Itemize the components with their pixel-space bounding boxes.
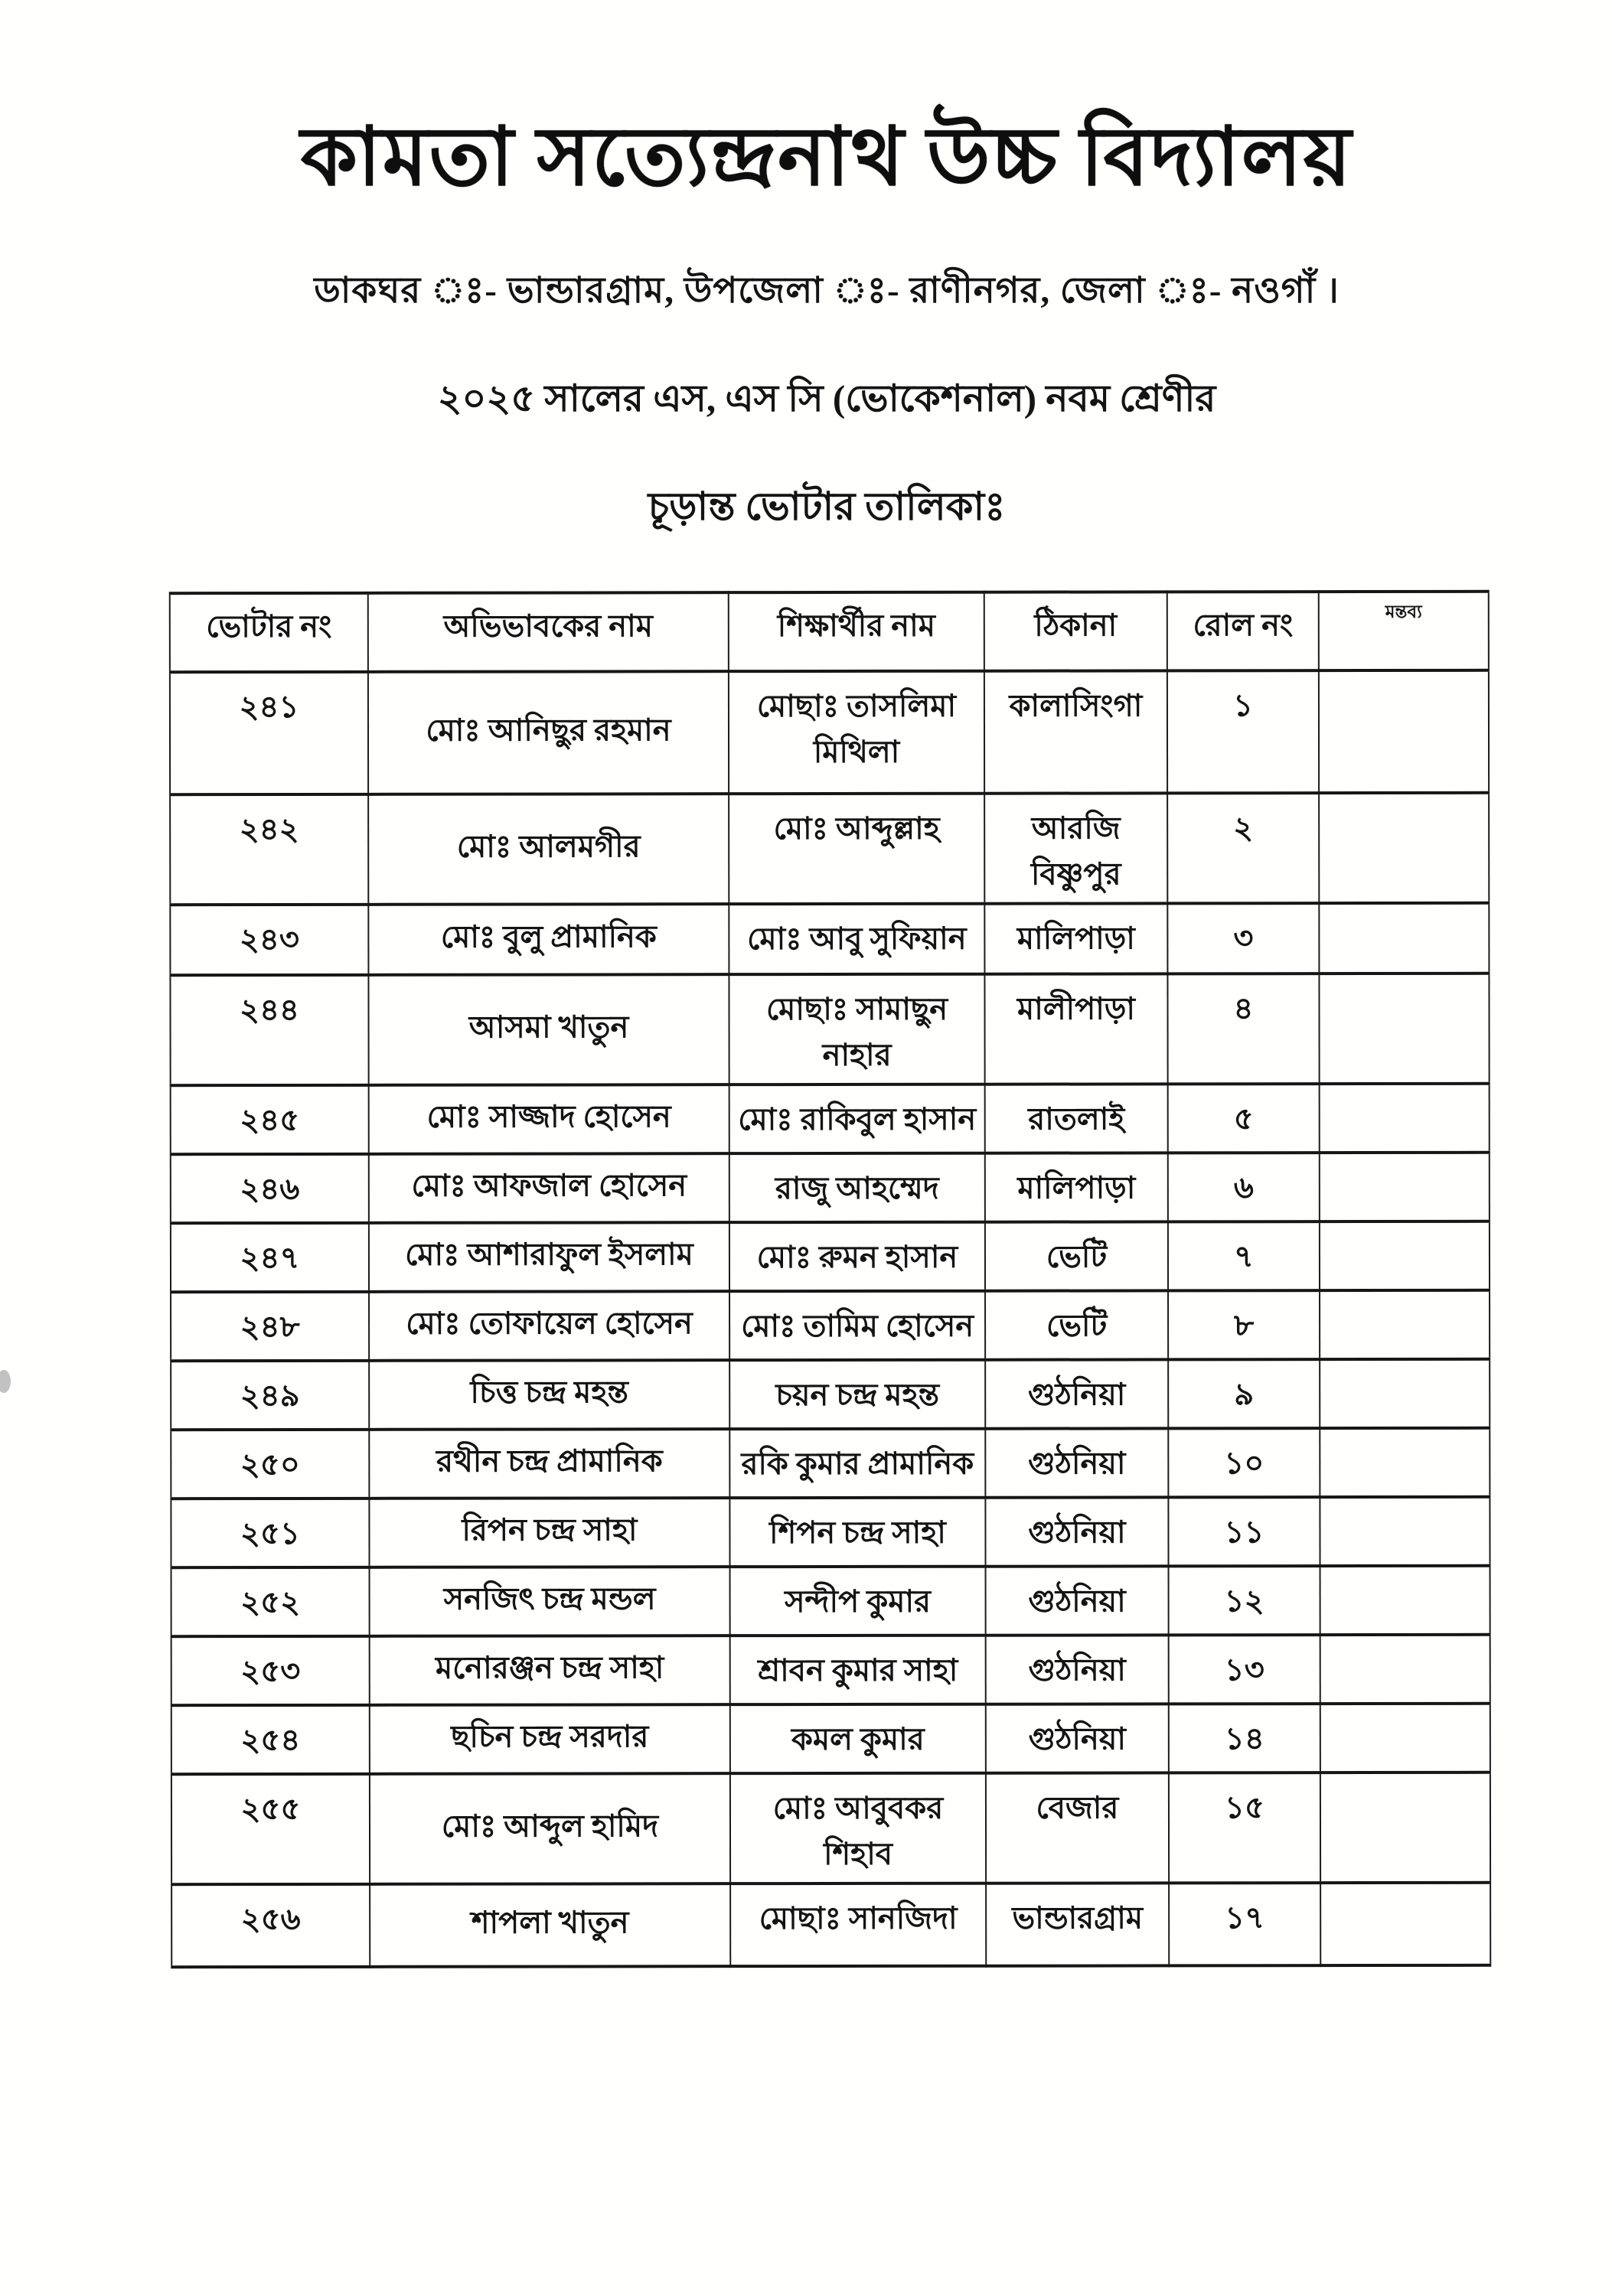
- cell-roll-no: ১৪: [1169, 1704, 1320, 1773]
- cell-remark: [1319, 902, 1489, 973]
- cell-guardian-name: মোঃ আলমগীর: [368, 794, 729, 905]
- cell-voter-no: ২৪৯: [171, 1360, 369, 1429]
- cell-remark: [1319, 670, 1489, 792]
- cell-voter-no: ২৫৩: [171, 1636, 370, 1704]
- cell-remark: [1320, 1496, 1490, 1565]
- cell-address: আরজি বিষ্ণুপুর: [984, 793, 1167, 903]
- cell-address: মালিপাড়া: [985, 1153, 1168, 1221]
- cell-voter-no: ২৫৬: [171, 1883, 370, 1966]
- table-row: [171, 1083, 1490, 1153]
- cell-roll-no: ১: [1167, 670, 1319, 793]
- cell-address: গুঠনিয়া: [985, 1497, 1168, 1566]
- cell-roll-no: ৫: [1168, 1084, 1320, 1153]
- cell-roll-no: ১৩: [1169, 1635, 1320, 1704]
- cell-guardian-name: মোঃ আনিছুর রহমান: [368, 671, 729, 794]
- cell-voter-no: ২৪৮: [171, 1291, 369, 1360]
- table-row: [171, 1358, 1490, 1429]
- cell-roll-no: ৩: [1167, 903, 1319, 974]
- cell-student-name: মোঃ আব্দুল্লাহ: [729, 793, 984, 903]
- cell-guardian-name: সনজিৎ চন্দ্র মন্ডল: [370, 1567, 730, 1636]
- cell-address: রাতলাই: [985, 1084, 1168, 1153]
- table-row: [171, 1496, 1490, 1567]
- cell-voter-no: ২৫৪: [171, 1704, 370, 1773]
- cell-address: কালাসিংগা: [984, 670, 1167, 793]
- cell-guardian-name: আসমা খাতুন: [368, 974, 729, 1085]
- scan-artifact: [0, 1370, 11, 1393]
- table-row: [170, 670, 1489, 794]
- cell-voter-no: ২৪১: [170, 671, 368, 794]
- cell-student-name: মোছাঃ তাসলিমা মিথিলা: [729, 670, 984, 793]
- cell-address: মালিপাড়া: [984, 903, 1167, 974]
- cell-address: ভেটি: [985, 1221, 1168, 1290]
- table-body: [170, 670, 1490, 1966]
- table-row: [170, 902, 1489, 974]
- cell-address: গুঠনিয়া: [985, 1359, 1168, 1428]
- col-header-student: শিক্ষার্থীর নাম: [729, 592, 984, 670]
- cell-voter-no: ২৫০: [171, 1429, 369, 1498]
- voter-list-title: চূড়ান্ত ভোটার তালিকাঃ: [648, 485, 1006, 529]
- cell-guardian-name: শাপলা খাতুন: [370, 1883, 730, 1967]
- cell-student-name: শিপন চন্দ্র সাহা: [729, 1497, 985, 1566]
- cell-voter-no: ২৪৩: [170, 904, 368, 974]
- table-row: [171, 1152, 1490, 1222]
- cell-voter-no: ২৫৫: [171, 1773, 370, 1883]
- table-row: [170, 973, 1489, 1084]
- cell-roll-no: ১০: [1168, 1428, 1320, 1497]
- cell-roll-no: ৬: [1168, 1153, 1320, 1221]
- cell-student-name: সন্দীপ কুমার: [730, 1566, 986, 1635]
- cell-voter-no: ২৪২: [170, 794, 368, 904]
- cell-remark: [1320, 1703, 1490, 1772]
- cell-roll-no: ১৫: [1169, 1773, 1320, 1883]
- cell-guardian-name: মোঃ সাজ্জাদ হোসেন: [369, 1084, 729, 1154]
- cell-guardian-name: মোঃ আশারাফুল ইসলাম: [369, 1222, 729, 1292]
- table-row: [171, 1882, 1490, 1966]
- cell-guardian-name: মনোরঞ্জন চন্দ্র সাহা: [370, 1636, 730, 1705]
- cell-remark: [1320, 1882, 1490, 1965]
- table-row: [171, 1221, 1490, 1291]
- cell-address: গুঠনিয়া: [986, 1635, 1169, 1704]
- cell-remark: [1319, 792, 1489, 902]
- cell-remark: [1320, 1427, 1490, 1496]
- cell-address: মালীপাড়া: [984, 974, 1167, 1084]
- document-content: [153, 0, 1500, 1968]
- cell-roll-no: ২: [1167, 793, 1319, 903]
- cell-voter-no: ২৪৫: [171, 1084, 369, 1153]
- col-header-guardian: অভিভাবকের নাম: [368, 592, 729, 672]
- cell-student-name: চয়ন চন্দ্র মহন্ত: [729, 1359, 985, 1428]
- cell-remark: [1320, 1221, 1490, 1290]
- cell-voter-no: ২৪৬: [171, 1153, 369, 1222]
- cell-voter-no: ২৫২: [171, 1567, 370, 1636]
- cell-student-name: কমল কুমার: [730, 1704, 986, 1773]
- cell-guardian-name: মোঃ তোফায়েল হোসেন: [369, 1291, 729, 1361]
- cell-address: ভেটি: [985, 1290, 1168, 1359]
- cell-student-name: মোঃ আবু সুফিয়ান: [729, 903, 984, 974]
- cell-address: গুঠনিয়া: [985, 1428, 1168, 1497]
- table-row: [171, 1703, 1490, 1773]
- cell-remark: [1320, 1290, 1490, 1358]
- cell-student-name: শ্রাবন কুমার সাহা: [730, 1635, 986, 1704]
- cell-student-name: মোঃ রুমন হাসান: [729, 1221, 985, 1290]
- cell-address: ভান্ডারগ্রাম: [986, 1883, 1169, 1965]
- cell-remark: [1320, 1565, 1490, 1634]
- cell-remark: [1320, 1358, 1490, 1427]
- cell-student-name: রাজু আহম্মেদ: [729, 1153, 985, 1221]
- cell-guardian-name: মোঃ আব্দুল হামিদ: [370, 1773, 730, 1884]
- cell-student-name: মোঃ আবুবকর শিহাব: [730, 1773, 986, 1883]
- table-row: [171, 1634, 1490, 1704]
- cell-guardian-name: মোঃ আফজাল হোসেন: [369, 1153, 729, 1223]
- school-address-line: ডাকঘর ঃ- ভান্ডারগ্রাম, উপজেলা ঃ- রাণীনগর, জেলা ঃ- নওগাঁ ।: [314, 270, 1340, 311]
- cell-voter-no: ২৪৪: [170, 974, 368, 1084]
- cell-remark: [1320, 1152, 1490, 1221]
- col-header-voter-no: ভোটার নং: [170, 592, 368, 671]
- cell-roll-no: ৯: [1168, 1359, 1320, 1428]
- table-row: [171, 1772, 1490, 1883]
- table-header-row: [170, 591, 1489, 671]
- cell-student-name: মোঃ তামিম হোসেন: [729, 1290, 985, 1359]
- cell-address: গুঠনিয়া: [986, 1704, 1169, 1773]
- cell-remark: [1320, 1083, 1490, 1152]
- cell-guardian-name: মোঃ বুলু প্রামানিক: [368, 904, 729, 975]
- table-row: [170, 792, 1489, 904]
- cell-voter-no: ২৪৭: [171, 1222, 369, 1291]
- session-class-line: ২০২৫ সালের এস, এস সি (ভোকেশনাল) নবম শ্রেণীর: [437, 377, 1216, 419]
- cell-remark: [1320, 1634, 1490, 1703]
- cell-address: গুঠনিয়া: [986, 1566, 1169, 1635]
- cell-roll-no: ৪: [1167, 974, 1319, 1084]
- col-header-remark: মন্তব্য: [1319, 591, 1489, 670]
- col-header-address: ঠিকানা: [984, 592, 1167, 670]
- cell-roll-no: ৮: [1168, 1290, 1320, 1359]
- cell-roll-no: ৭: [1168, 1221, 1320, 1290]
- cell-roll-no: ১৭: [1169, 1883, 1320, 1965]
- col-header-roll-no: রোল নং: [1167, 592, 1319, 670]
- cell-roll-no: ১২: [1169, 1566, 1320, 1635]
- cell-roll-no: ১১: [1168, 1497, 1320, 1566]
- cell-guardian-name: চিত্ত চন্দ্র মহন্ত: [369, 1360, 729, 1430]
- table-row: [171, 1427, 1490, 1498]
- cell-student-name: মোঃ রাকিবুল হাসান: [729, 1084, 985, 1153]
- cell-address: বেজার: [986, 1773, 1169, 1883]
- cell-remark: [1320, 1772, 1490, 1882]
- cell-voter-no: ২৫১: [171, 1498, 369, 1567]
- table-row: [171, 1290, 1490, 1360]
- cell-student-name: মোছাঃ সামাছুন নাহার: [729, 974, 984, 1084]
- table-row: [171, 1565, 1490, 1636]
- cell-guardian-name: ছচিন চন্দ্র সরদার: [370, 1704, 730, 1774]
- cell-student-name: রকি কুমার প্রামানিক: [729, 1428, 985, 1497]
- cell-student-name: মোছাঃ সানজিদা: [730, 1883, 986, 1965]
- cell-guardian-name: রিপন চন্দ্র সাহা: [369, 1498, 729, 1567]
- school-name-title: কামতা সত্যেন্দ্রনাথ উচ্চ বিদ্যালয়: [300, 113, 1353, 202]
- cell-guardian-name: রথীন চন্দ্র প্রামানিক: [369, 1429, 729, 1499]
- voter-list-table: [169, 589, 1492, 1968]
- cell-remark: [1319, 973, 1489, 1083]
